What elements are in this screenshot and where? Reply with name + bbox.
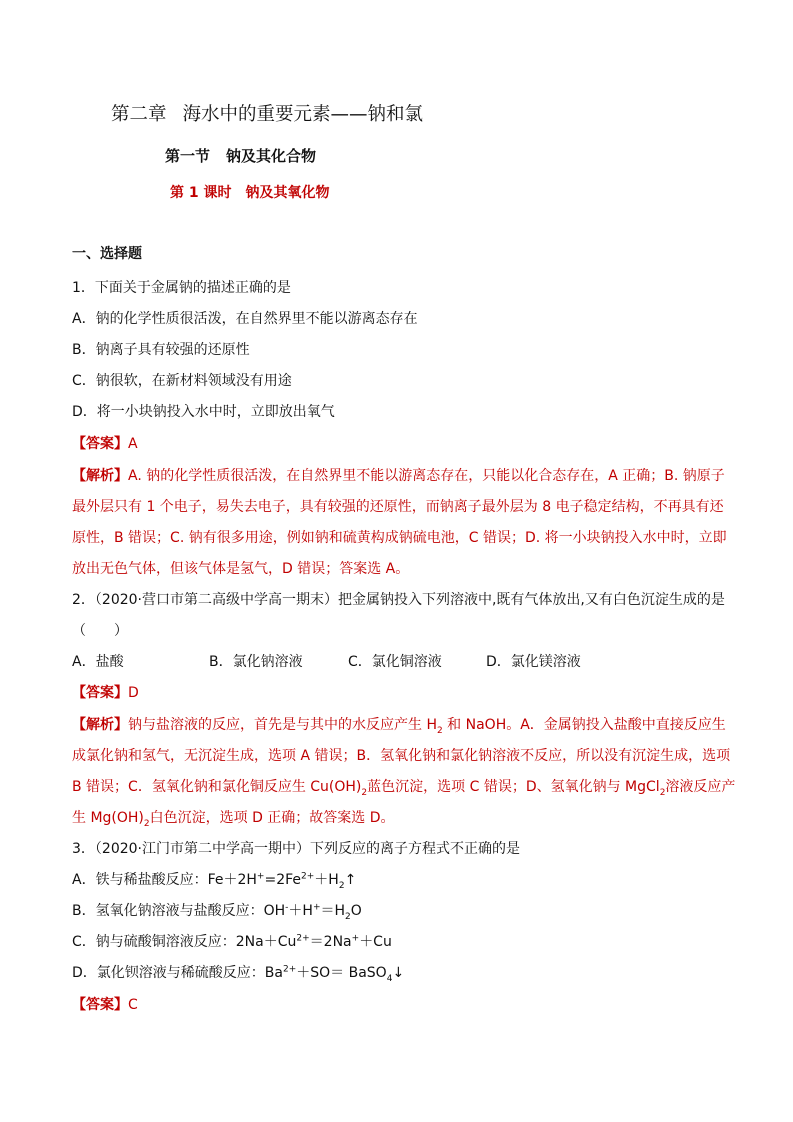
- q2-analysis-text: 蓝色沉淀，选项 C 错误；D、氢氧化钠与 MgCl: [367, 779, 660, 795]
- q1-analysis-line-4: 放出无色气体，但该气体是氢气，D 错误；答案选 A。: [72, 561, 410, 577]
- q3-option-a: [72, 871, 356, 889]
- lesson-label: 第 1 课时: [170, 185, 232, 201]
- analysis-tag: 【解析】: [72, 717, 128, 733]
- lesson-title: [170, 184, 330, 202]
- equation-text: ↓: [392, 965, 405, 981]
- superscript: +: [256, 871, 265, 882]
- superscript: +: [312, 902, 321, 913]
- answer-tag: 【答案】: [72, 997, 128, 1013]
- superscript: 2+: [282, 964, 297, 975]
- chapter-title: [111, 103, 423, 127]
- superscript: 2+: [296, 933, 310, 944]
- equation-text: ＋H: [288, 903, 313, 919]
- q2-analysis-text: 和 NaOH。A．金属钠投入盐酸中直接反应生: [442, 717, 726, 733]
- q1-option-a: A．钠的化学性质很活泼，在自然界里不能以游离态存在: [72, 311, 418, 327]
- q3-answer: [72, 996, 138, 1014]
- q2-stem-line-1: 2．（2020·营口市第二高级中学高一期末）把金属钠投入下列溶液中,既有气体放出,又有白色沉淀生成的是: [72, 592, 725, 608]
- q2-option-a: A．盐酸: [72, 654, 124, 670]
- q1-analysis-line-2: 最外层只有 1 个电子，易失去电子，具有较强的还原性，而钠离子最外层为 8 电子稳定结构，不再具有还: [72, 499, 724, 515]
- equation-text: =2Fe: [264, 872, 302, 888]
- equation-text: ＝2Na: [309, 934, 352, 950]
- equation-text: ＋Cu: [359, 934, 392, 950]
- q2-analysis-text: B 错误；C．氢氧化钠和氯化铜反应生 Cu(OH): [72, 779, 362, 795]
- equation-text: B．氢氧化钠溶液与盐酸反应：OH: [72, 903, 286, 919]
- q2-analysis-text: 生 Mg(OH): [72, 810, 144, 826]
- section-name: 钠及其化合物: [226, 147, 317, 165]
- subscript: 2: [338, 880, 345, 891]
- analysis-tag: 【解析】: [72, 468, 128, 484]
- section-title: [165, 146, 316, 166]
- chapter-label: 第二章: [111, 104, 167, 125]
- equation-text: ＋SO＝ BaSO: [296, 965, 387, 981]
- q1-option-b: B．钠离子具有较强的还原性: [72, 342, 250, 358]
- q1-analysis-line-1: [72, 467, 725, 485]
- subscript: 2: [345, 911, 351, 922]
- subscript: 2: [436, 725, 443, 736]
- q2-analysis-line-4: [72, 809, 395, 827]
- q2-analysis-text: 钠与盐溶液的反应，首先是与其中的水反应产生 H: [128, 717, 437, 733]
- chapter-name: 海水中的重要元素——钠和氯: [182, 104, 424, 125]
- q1-analysis-line-3: 原性，B 错误；C. 钠有很多用途，例如钠和硫黄构成钠硫电池，C 错误；D. 将一小块钠投入水中时，立即: [72, 530, 727, 546]
- q2-answer: [72, 684, 139, 702]
- equation-text: ＝H: [320, 903, 346, 919]
- equation-text: D．氯化钡溶液与稀硫酸反应：Ba: [72, 965, 283, 981]
- equation-text: O: [350, 903, 362, 919]
- superscript: -: [285, 902, 289, 913]
- q1-option-c: C．钠很软，在新材料领域没有用途: [72, 373, 292, 389]
- q3-option-d: [72, 964, 404, 982]
- q2-answer-value: D: [128, 685, 139, 701]
- q3-answer-value: C: [128, 997, 138, 1013]
- q2-option-d: D．氯化镁溶液: [486, 654, 581, 670]
- equation-text: ↑: [344, 872, 357, 888]
- q3-stem: 3．（2020·江门市第二中学高一期中）下列反应的离子方程式不正确的是: [72, 841, 520, 857]
- q1-option-d: D．将一小块钠投入水中时，立即放出氧气: [72, 404, 335, 420]
- lesson-name: 钠及其氧化物: [245, 185, 330, 201]
- q2-analysis-line-3: [72, 778, 735, 796]
- q1-answer-value: A: [128, 436, 138, 452]
- answer-tag: 【答案】: [72, 436, 128, 452]
- q2-analysis-line-2: 成氯化钠和氢气，无沉淀生成，选项 A 错误；B．氢氧化钠和氯化钠溶液不反应，所以没有沉淀生成，选项: [72, 748, 731, 764]
- q2-option-c: C．氯化铜溶液: [348, 654, 442, 670]
- q2-option-b: B．氯化钠溶液: [209, 654, 303, 670]
- subscript: 2: [143, 818, 150, 829]
- q2-analysis-line-1: [72, 716, 726, 734]
- subscript: 2: [659, 787, 666, 798]
- q1-analysis-text-1: A. 钠的化学性质很活泼，在自然界里不能以游离态存在，只能以化合态存在，A 正确；B. 钠原子: [128, 468, 725, 484]
- section-label: 第一节: [165, 147, 211, 165]
- equation-text: C．钠与硫酸铜溶液反应：2Na＋Cu: [72, 934, 297, 950]
- answer-tag: 【答案】: [72, 685, 128, 701]
- subscript: 4: [386, 973, 393, 984]
- equation-text: ＋H: [314, 872, 339, 888]
- q3-option-b: [72, 902, 362, 920]
- equation-text: A．铁与稀盐酸反应：Fe＋2H: [72, 872, 257, 888]
- q2-stem-line-2: （ ）: [72, 623, 128, 639]
- subscript: 2: [361, 787, 368, 798]
- q1-stem: 1．下面关于金属钠的描述正确的是: [72, 280, 291, 296]
- q2-analysis-text: 溶液反应产: [665, 779, 736, 795]
- section-heading: 一、选择题: [72, 246, 142, 262]
- q1-answer: [72, 435, 138, 453]
- superscript: +: [351, 933, 360, 944]
- superscript: 2+: [301, 871, 315, 882]
- q3-option-c: [72, 933, 392, 951]
- q2-analysis-text: 白色沉淀，选项 D 正确；故答案选 D。: [149, 810, 395, 826]
